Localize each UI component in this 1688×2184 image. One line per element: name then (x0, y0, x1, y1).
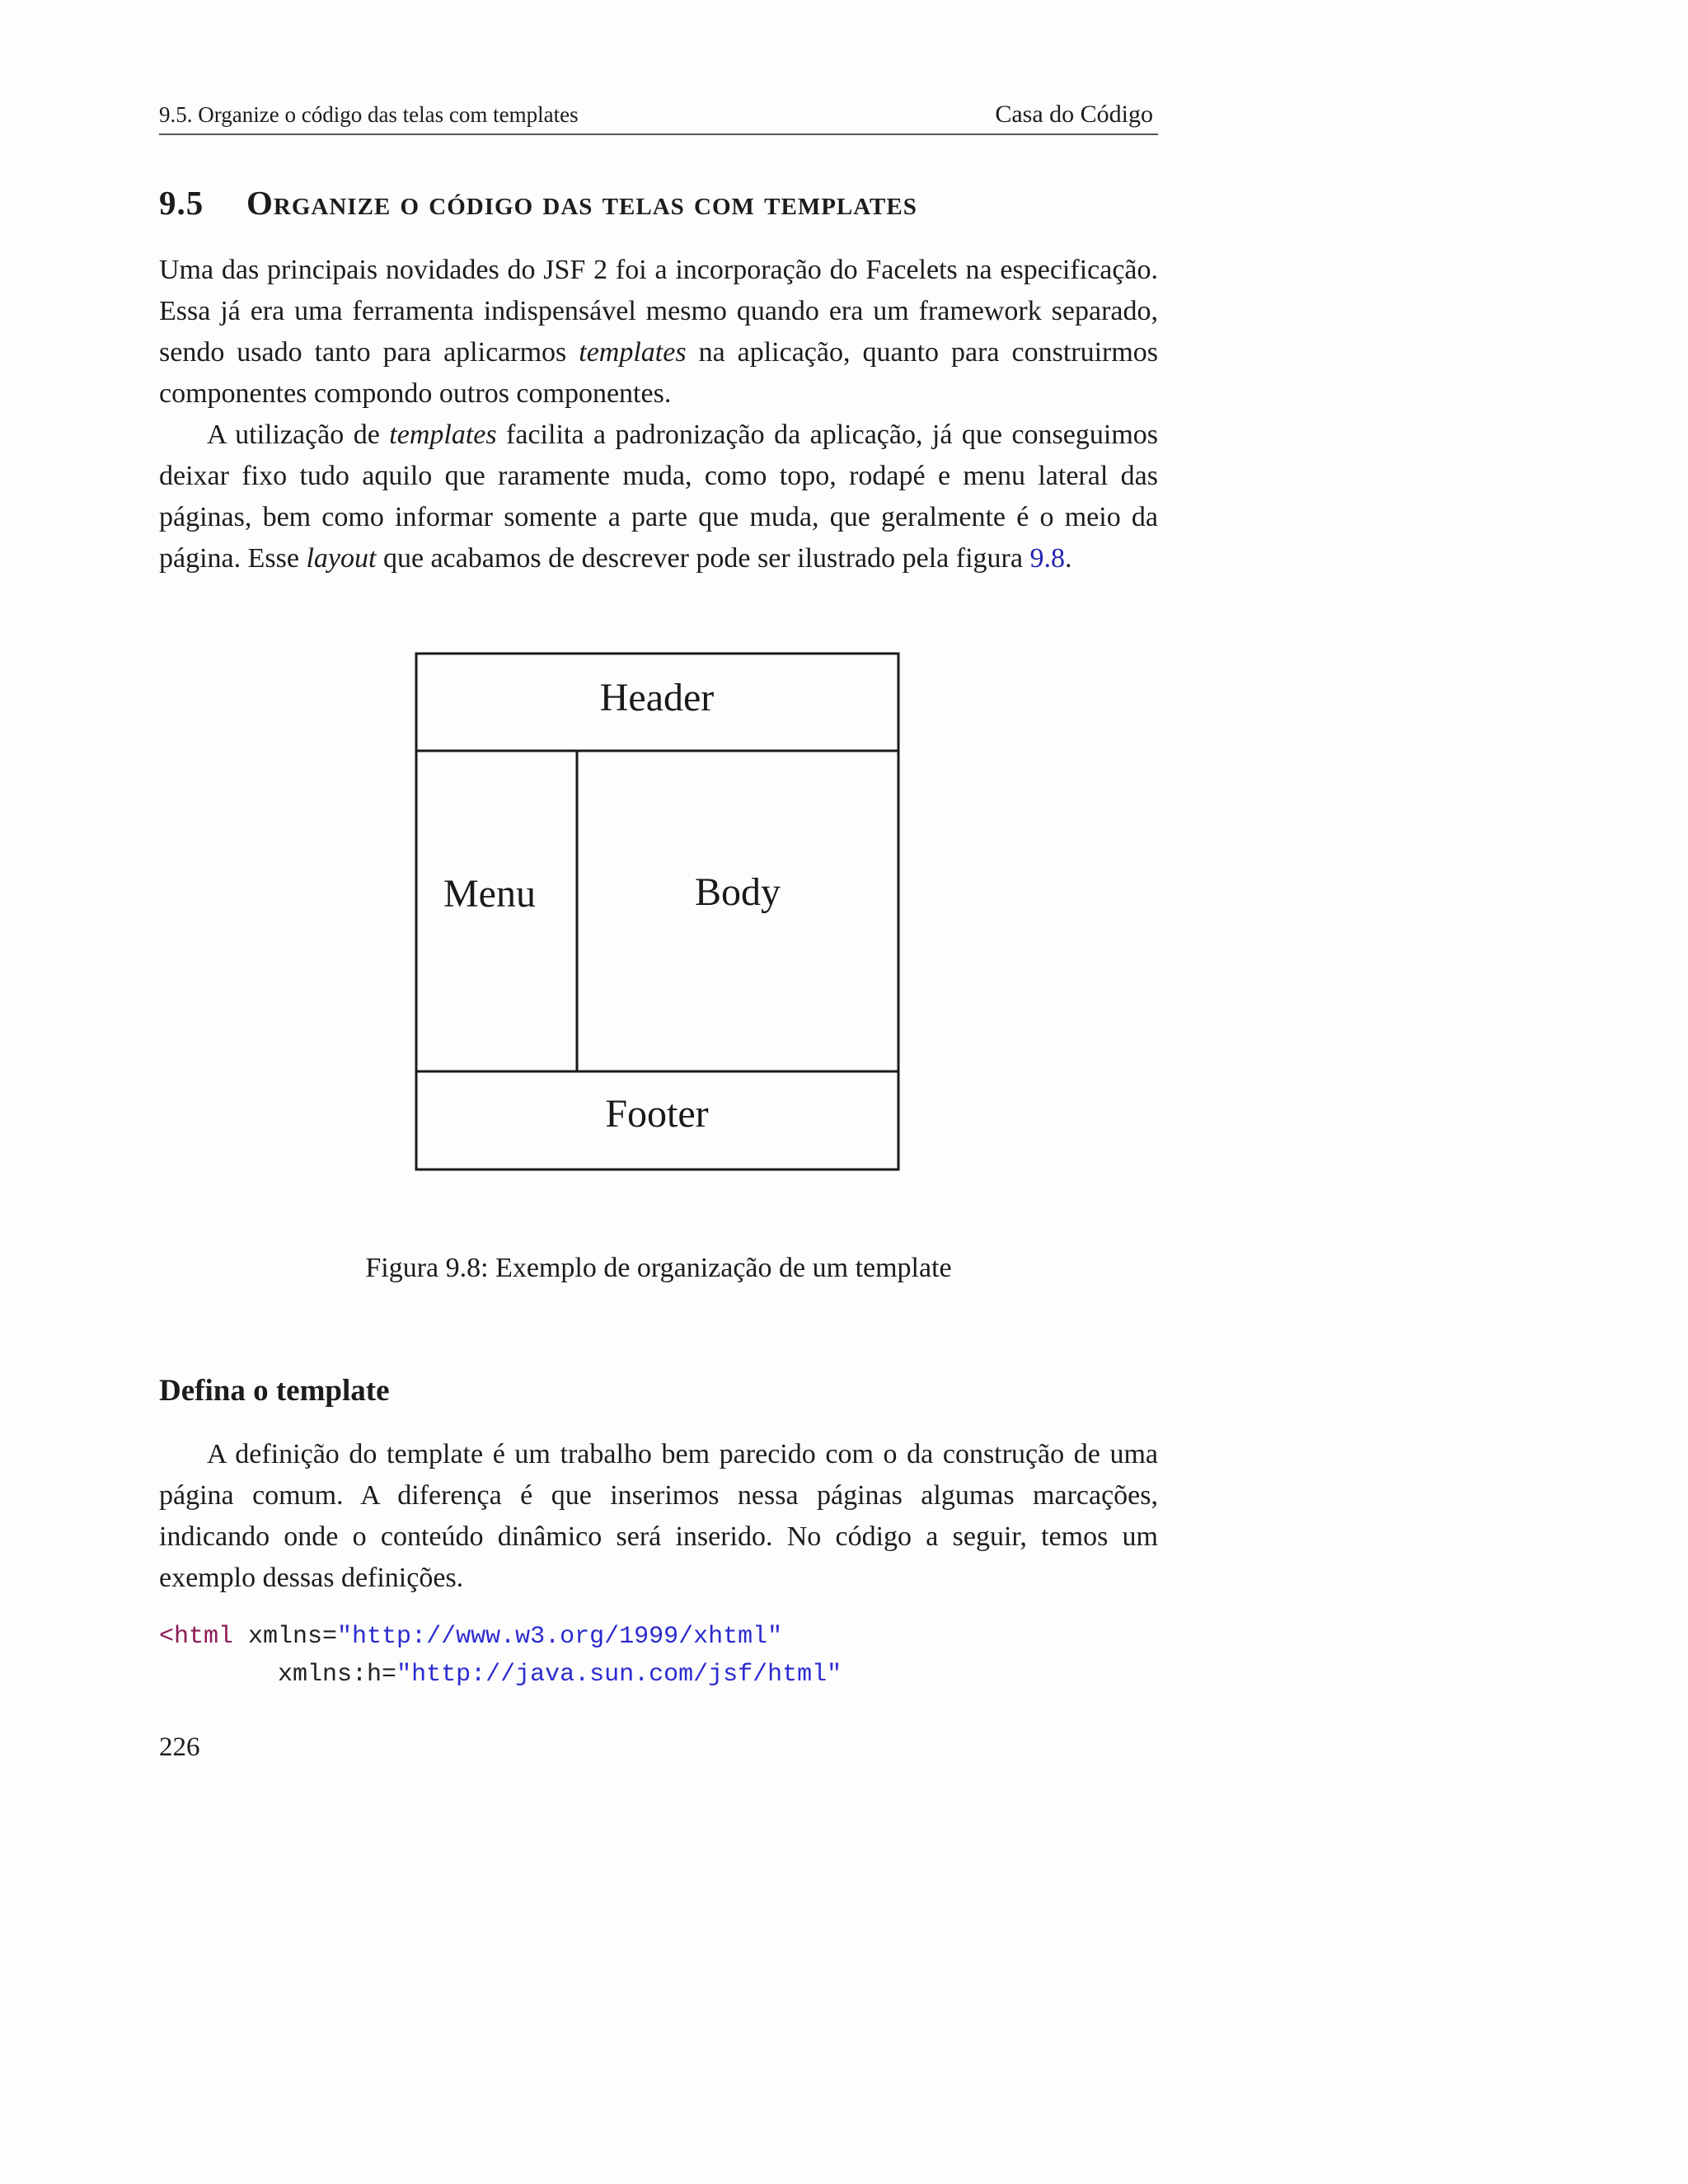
section-heading (159, 183, 1158, 223)
intro-p2-emphasis-1: templates (389, 419, 497, 450)
code-xmlns-value: "http://www.w3.org/1999/xhtml" (337, 1623, 783, 1651)
code-xmlns-h-attr: xmlns:h= (278, 1661, 397, 1689)
running-header-section: 9.5. Organize o código das telas com templates (159, 102, 579, 127)
intro-paragraph-1 (159, 250, 1158, 415)
code-xmlns-h-value: "http://java.sun.com/jsf/html" (396, 1661, 842, 1689)
intro-p2-start: A utilização de (207, 419, 380, 450)
figure-caption: Figura 9.8: Exemplo de organização de um template (365, 1253, 952, 1283)
header-label: Header (599, 676, 715, 719)
intro-p2-period: . (1064, 543, 1072, 574)
intro-p2-end: que acabamos de descrever pode ser ilustrado pela figura (382, 543, 1023, 574)
intro-p2-mid: facilita a padronização da aplicação, já que conseguimos deixar fixo tudo aquilo que raramente muda, como topo, rodapé e menu lateral das páginas, bem como informar somente a parte que muda, que geralmente é o meio da página. Esse (159, 419, 1159, 574)
code-indent (159, 1661, 278, 1689)
code-html-tag: <html (159, 1623, 234, 1651)
body-label: Body (694, 870, 781, 914)
section-number: 9.5 (159, 184, 204, 222)
menu-label: Menu (443, 872, 536, 916)
code-listing (159, 1618, 842, 1694)
page-number: 226 (159, 1732, 200, 1762)
section-title: Organize o código das telas com templates (246, 184, 917, 222)
intro-paragraph-2 (159, 415, 1158, 579)
intro-p1-text: Uma das principais novidades do JSF 2 foi a incorporação do Facelets na especificação. Essa já era uma ferramenta indispensável mesmo quando era um framework separado, sendo usado tanto para aplicarmos (159, 255, 1158, 368)
figure-reference-link[interactable]: 9.8 (1029, 543, 1065, 574)
intro-p1-end: na aplicação, quanto para construirmos componentes compondo outros componentes. (159, 337, 1159, 409)
running-header (159, 101, 1158, 135)
subsection-heading: Defina o template (159, 1374, 390, 1408)
subsection-paragraph: A definição do template é um trabalho bem parecido com o da construção de uma página comum. A diferença é que inserimos nessa páginas algumas marcações, indicando onde o conteúdo dinâmico será inserido. No código a seguir, temos um exemplo dessas definições. (159, 1439, 1158, 1593)
intro-text (159, 250, 1158, 579)
code-xmlns-attr: xmlns= (233, 1623, 338, 1651)
template-layout-figure (412, 651, 907, 1179)
running-header-book-title: Casa do Código (995, 101, 1153, 128)
subsection-text (159, 1434, 1158, 1599)
intro-p2-emphasis-2: layout (306, 543, 377, 574)
footer-label: Footer (605, 1092, 709, 1136)
intro-p1-emphasis: templates (579, 337, 687, 368)
